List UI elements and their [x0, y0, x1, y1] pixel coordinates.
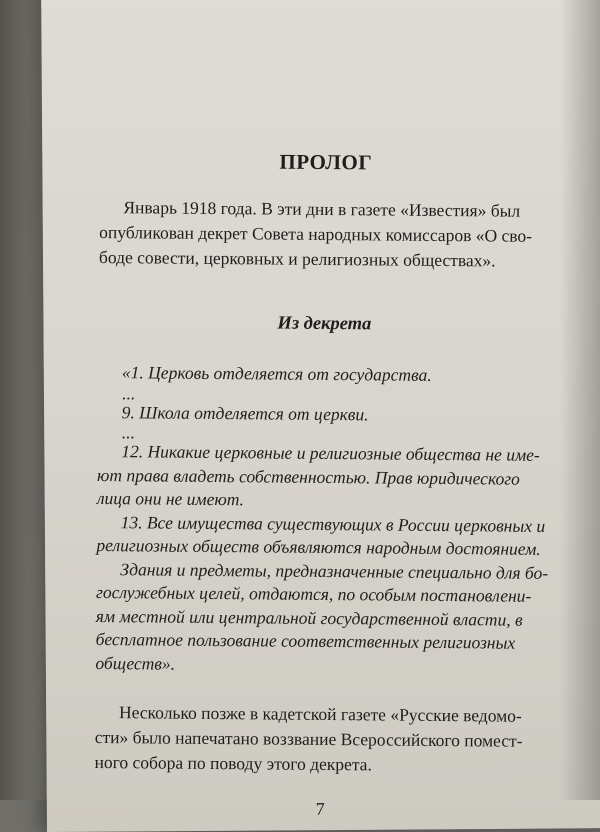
- decree-item-12-line: 12. Никакие церковные и религиозные общества не име-: [121, 441, 540, 465]
- decree-item-13-line: 13. Все имущества существующих в России церковных и: [120, 511, 546, 536]
- intro-line: боде совести, церковных и религиозных обществах».: [98, 246, 496, 271]
- section-subtitle: Из декрета: [277, 313, 372, 335]
- closing-line: сти» было напечатано воззвание Всероссийского помест-: [94, 726, 523, 751]
- decree-item-12-line: лица они не имеют.: [96, 487, 245, 510]
- decree-item-12-line: ют права владеть собственностью. Прав юридического: [96, 464, 520, 489]
- decree-item-13-line: религиозных обществ объявляются народным достоянием.: [96, 534, 541, 559]
- decree-item-13-buildings-line: бесплатное пользование соответственных религиозных: [95, 628, 516, 653]
- intro-line: Январь 1918 года. В эти дни в газете «Известия» был: [123, 197, 521, 221]
- intro-paragraph: [99, 195, 552, 274]
- page-number: 7: [315, 798, 325, 819]
- closing-line: ного собора по поводу этого декрета.: [94, 751, 372, 775]
- decree-item-13-buildings-line: гослужебных целей, отдаются, по особым постановлени-: [95, 581, 532, 606]
- chapter-title: ПРОЛОГ: [279, 149, 373, 175]
- page-edge-shadow: [560, 0, 600, 800]
- decree-item-9: 9. Школа отделяется от церкви.: [121, 401, 369, 424]
- closing-line: Несколько позже в кадетской газете «Русские ведомо-: [118, 702, 522, 726]
- decree-ellipsis: ...: [121, 422, 135, 443]
- decree-item-13-buildings-line: Здания и предметы, предназначенные специально для бо-: [120, 558, 549, 583]
- decree-item-13-buildings-line: ям местной или центральной государственной власти, в: [95, 605, 523, 630]
- decree-quote: [95, 361, 550, 679]
- intro-line: опубликован декрет Совета народных комиссаров «О сво-: [99, 221, 533, 246]
- decree-ellipsis: ...: [121, 382, 136, 403]
- decree-item-13-buildings-line: обществ».: [95, 652, 176, 674]
- decree-item-1: «1. Церковь отделяется от государства.: [121, 362, 432, 385]
- closing-paragraph: [94, 700, 547, 779]
- page-text-block: [94, 140, 552, 822]
